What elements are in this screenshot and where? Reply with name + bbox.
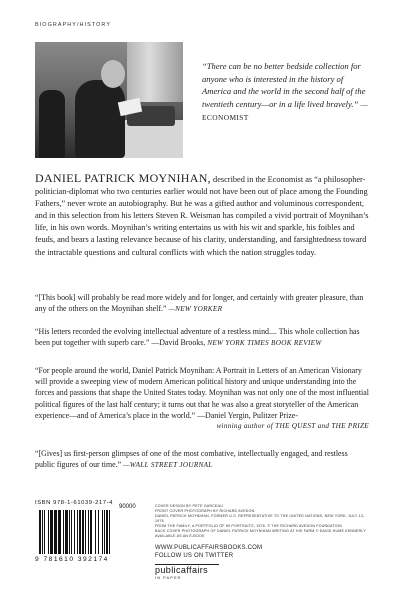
praise-source: NEW YORK TIMES BOOK REVIEW bbox=[207, 339, 322, 348]
author-name: DANIEL PATRICK MOYNIHAN, bbox=[35, 171, 211, 185]
praise-source: —WALL STREET JOURNAL bbox=[123, 461, 213, 470]
praise-text: “For people around the world, Daniel Patrick Moynihan: A Portrait in Letters of an American Visionary will provide a sweeping view of modern American political history and unique understanding into the forces and passions that shape the United States today. Moynihan was not only one of the most influential political figures of the last half century; it turns out that he was also a great storyteller of the American experience—and of America’s place in the world.” —Daniel Yergin, Pulitzer Prize- bbox=[35, 366, 369, 420]
credit-line: DANIEL PATRICK MOYNIHAN, FORMER U.S. REPRESENTATIVE TO THE UNITED NATIONS, NEW YORK, JULY 13, 1976 bbox=[155, 514, 365, 523]
praise-3 bbox=[35, 365, 369, 432]
praise-text: “[Gives] us first-person glimpses of one of the most combative, intellectually engaged, and restless public figures of our time.” bbox=[35, 449, 348, 470]
praise-1 bbox=[35, 292, 369, 315]
website-url: WWW.PUBLICAFFAIRSBOOKS.COM bbox=[155, 545, 263, 551]
publisher-web bbox=[155, 544, 262, 560]
credit-line: BACK COVER PHOTOGRAPH OF DANIEL PATRICK MOYNIHAN WRITING AT HIS FARM © DAVID HUME KENNERLY bbox=[155, 529, 366, 533]
credit-line: FROM THE FAMILY, A PORTFOLIO OF 69 PORTRAITS, 1976. © THE RICHARD AVEDON FOUNDATION bbox=[155, 524, 342, 528]
barcode-bars bbox=[39, 510, 143, 554]
isbn-label: ISBN 978-1-61039-217-4 bbox=[35, 500, 113, 506]
praise-source: —NEW YORKER bbox=[168, 305, 223, 314]
twitter-line: FOLLOW US ON TWITTER bbox=[155, 553, 234, 559]
author-photo bbox=[35, 42, 183, 158]
pull-quote bbox=[202, 60, 370, 125]
praise-text: “[This book] will probably be read more widely and for longer, and certainly with greater pleasure, than any of the others on the Moynihan shelf.” bbox=[35, 293, 364, 314]
credit-line: FRONT COVER PHOTOGRAPH BY RICHARD AVEDON bbox=[155, 509, 255, 513]
pull-quote-source: —ECONOMIST bbox=[202, 99, 369, 123]
category-label: BIOGRAPHY/HISTORY bbox=[35, 22, 112, 28]
barcode-bar bbox=[110, 510, 113, 554]
publisher-name: publicaffairs bbox=[155, 565, 209, 575]
back-cover-footer bbox=[35, 500, 369, 590]
barcode-addon: 90000 bbox=[119, 504, 136, 510]
publisher-logo bbox=[155, 564, 219, 586]
credit-line: COVER DESIGN BY PETE GARCEAU bbox=[155, 504, 224, 508]
description-text: described in the Economist as “a philosopher-politician-diplomat who two centuries earlier would not have been out of place among the Founding Fathers,” never wrote an autobiography. But he was a gifted author and voluminous correspondent, and in this selection from his letters Steven R. Weisman has compiled a vivid portrait of Moynihan’s life, in his own words. Moynihan’s writing entertains us with his wit and sparkle, his foibles and feuds, and bears a lasting relevance because of his clarity, understanding, and farsightedness toward the intractable questions and cultural conflicts with which the nation struggles today. bbox=[35, 175, 369, 257]
barcode bbox=[35, 500, 147, 563]
praise-2 bbox=[35, 326, 369, 349]
praise-text: “His letters recorded the evolving intellectual adventure of a restless mind.... This whole collection has been put together with superb care.” —David Brooks, bbox=[35, 327, 360, 348]
barcode-number: 9 781610 392174 bbox=[35, 556, 109, 563]
publisher-imprint: IN PAPER bbox=[155, 575, 182, 580]
book-description bbox=[35, 172, 369, 259]
credit-line: AVAILABLE AS AN E-BOOK bbox=[155, 534, 205, 538]
pull-quote-text: “There can be no better bedside collection for anyone who is interested in the history of America and the world in the second half of the twentieth century—or in a life lived bravely.” bbox=[202, 61, 366, 109]
praise-attribution: winning author of THE QUEST and THE PRIZE bbox=[216, 422, 369, 431]
cover-credits bbox=[155, 504, 369, 539]
praise-4 bbox=[35, 448, 369, 471]
